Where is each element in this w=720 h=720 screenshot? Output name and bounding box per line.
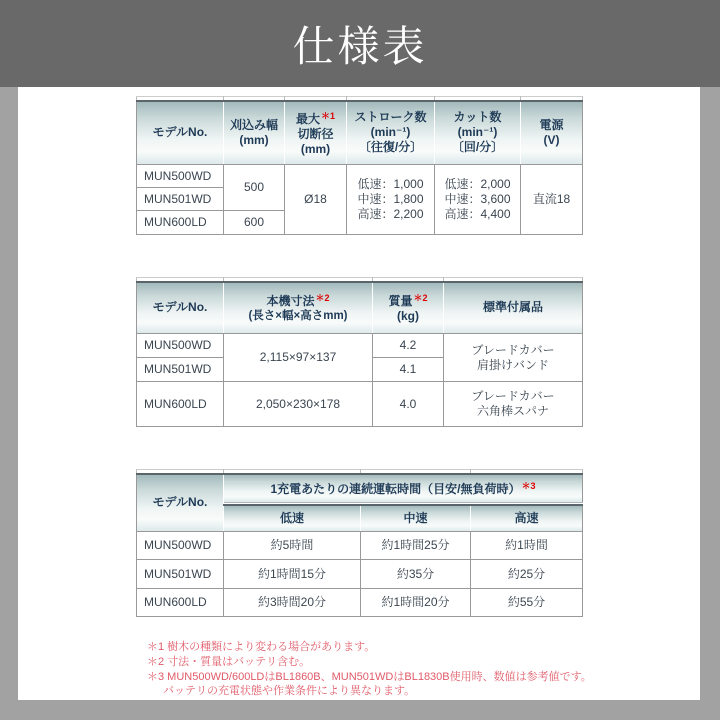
max-diameter-value: Ø18: [285, 165, 347, 235]
runtime-group-header: 1充電あたりの連続運転時間（目安/無負荷時）$^{*3}$: [224, 474, 583, 503]
col-header-power: 電源 (V): [521, 101, 583, 165]
power-value: 直流18: [521, 165, 583, 235]
runtime-value-mun600ld-mid: 約1時間20分: [361, 589, 471, 617]
runtime-value-mun600ld-high: 約55分: [471, 589, 583, 617]
runtime-value-mun501wd-mid: 約35分: [361, 560, 471, 589]
strokes-value: 低速：1,000 中速：1,800 高速：2,200: [347, 165, 435, 235]
cuts-value: 低速：2,000 中速：3,600 高速：4,400: [435, 165, 521, 235]
col-header-max-diameter: 最大$^{*1}$ 切断径 (mm): [285, 101, 347, 165]
model-cell-mun500wd: MUN500WD: [137, 334, 224, 358]
model-cell-mun501wd: MUN501WD: [137, 358, 224, 382]
col-header-model: モデルNo.: [137, 474, 224, 532]
model-cell-mun500wd: MUN500WD: [137, 532, 224, 560]
footnote-mark-2: ＊2: [315, 293, 330, 304]
footnote-1: ＊1 樹木の種類により変わる場合があります。: [147, 641, 376, 653]
runtime-value-mun501wd-high: 約25分: [471, 560, 583, 589]
footnote-mark-3: ＊3: [521, 481, 536, 492]
cutting-width-value-500: 500: [224, 165, 285, 211]
accessories-value-600: ブレードカバー 六角棒スパナ: [444, 382, 583, 427]
model-cell-mun600ld: MUN600LD: [137, 382, 224, 427]
model-cell-mun600ld: MUN600LD: [137, 589, 224, 617]
model-cell-mun501wd: MUN501WD: [137, 188, 224, 211]
runtime-table: [136, 469, 583, 617]
cutting-width-value-600: 600: [224, 211, 285, 235]
col-header-high-speed: 高速: [471, 505, 583, 532]
col-header-weight: 質量$^{*2}$ (kg): [373, 282, 444, 334]
col-header-body-size: 本機寸法$^{*2}$ (長さ×幅×高さmm): [224, 282, 373, 334]
footnote-2: ＊2 寸法・質量はバッテリ含む。: [147, 655, 311, 668]
col-header-cuts: カット数 (min⁻¹) 〔回/分〕: [435, 101, 521, 165]
footnote-3: ＊3 MUN500WD/600LDはBL1860B、MUN501WDはBL1830B使用時、数値は参考値です。: [147, 670, 592, 683]
title-banner: [0, 0, 720, 87]
col-header-accessories: 標準付属品: [444, 282, 583, 334]
runtime-value-mun500wd-mid: 約1時間25分: [361, 532, 471, 560]
col-header-cutting-width: 刈込み幅 (mm): [224, 101, 285, 165]
footnote-3-continued: バッテリの充電状態や作業条件により異なります。: [163, 685, 416, 698]
weight-value-mun500wd: 4.2: [373, 334, 444, 358]
col-header-model: モデルNo.: [137, 282, 224, 334]
dimensions-table: [136, 277, 583, 427]
content-area: [18, 87, 700, 700]
footnote-mark-1: ＊1: [321, 110, 336, 121]
runtime-value-mun500wd-low: 約5時間: [224, 532, 361, 560]
col-header-mid-speed: 中速: [361, 505, 471, 532]
col-header-low-speed: 低速: [224, 505, 361, 532]
footnote-mark-2: ＊2: [413, 293, 428, 304]
model-cell-mun501wd: MUN501WD: [137, 560, 224, 589]
weight-value-mun501wd: 4.1: [373, 358, 444, 382]
accessories-value-500-501: ブレードカバー 肩掛けバンド: [444, 334, 583, 382]
model-cell-mun600ld: MUN600LD: [137, 211, 224, 235]
runtime-value-mun600ld-low: 約3時間20分: [224, 589, 361, 617]
weight-value-mun600ld: 4.0: [373, 382, 444, 427]
col-header-model: モデルNo.: [137, 101, 224, 165]
size-value-500-501: 2,115×97×137: [224, 334, 373, 382]
runtime-value-mun500wd-high: 約1時間: [471, 532, 583, 560]
runtime-value-mun501wd-low: 約1時間15分: [224, 560, 361, 589]
spec-table: [136, 96, 583, 235]
col-header-strokes: ストローク数 (min⁻¹) 〔往復/分〕: [347, 101, 435, 165]
footnotes-block: [147, 640, 592, 699]
page-title: 仕様表: [292, 22, 428, 70]
size-value-600: 2,050×230×178: [224, 382, 373, 427]
model-cell-mun500wd: MUN500WD: [137, 165, 224, 188]
